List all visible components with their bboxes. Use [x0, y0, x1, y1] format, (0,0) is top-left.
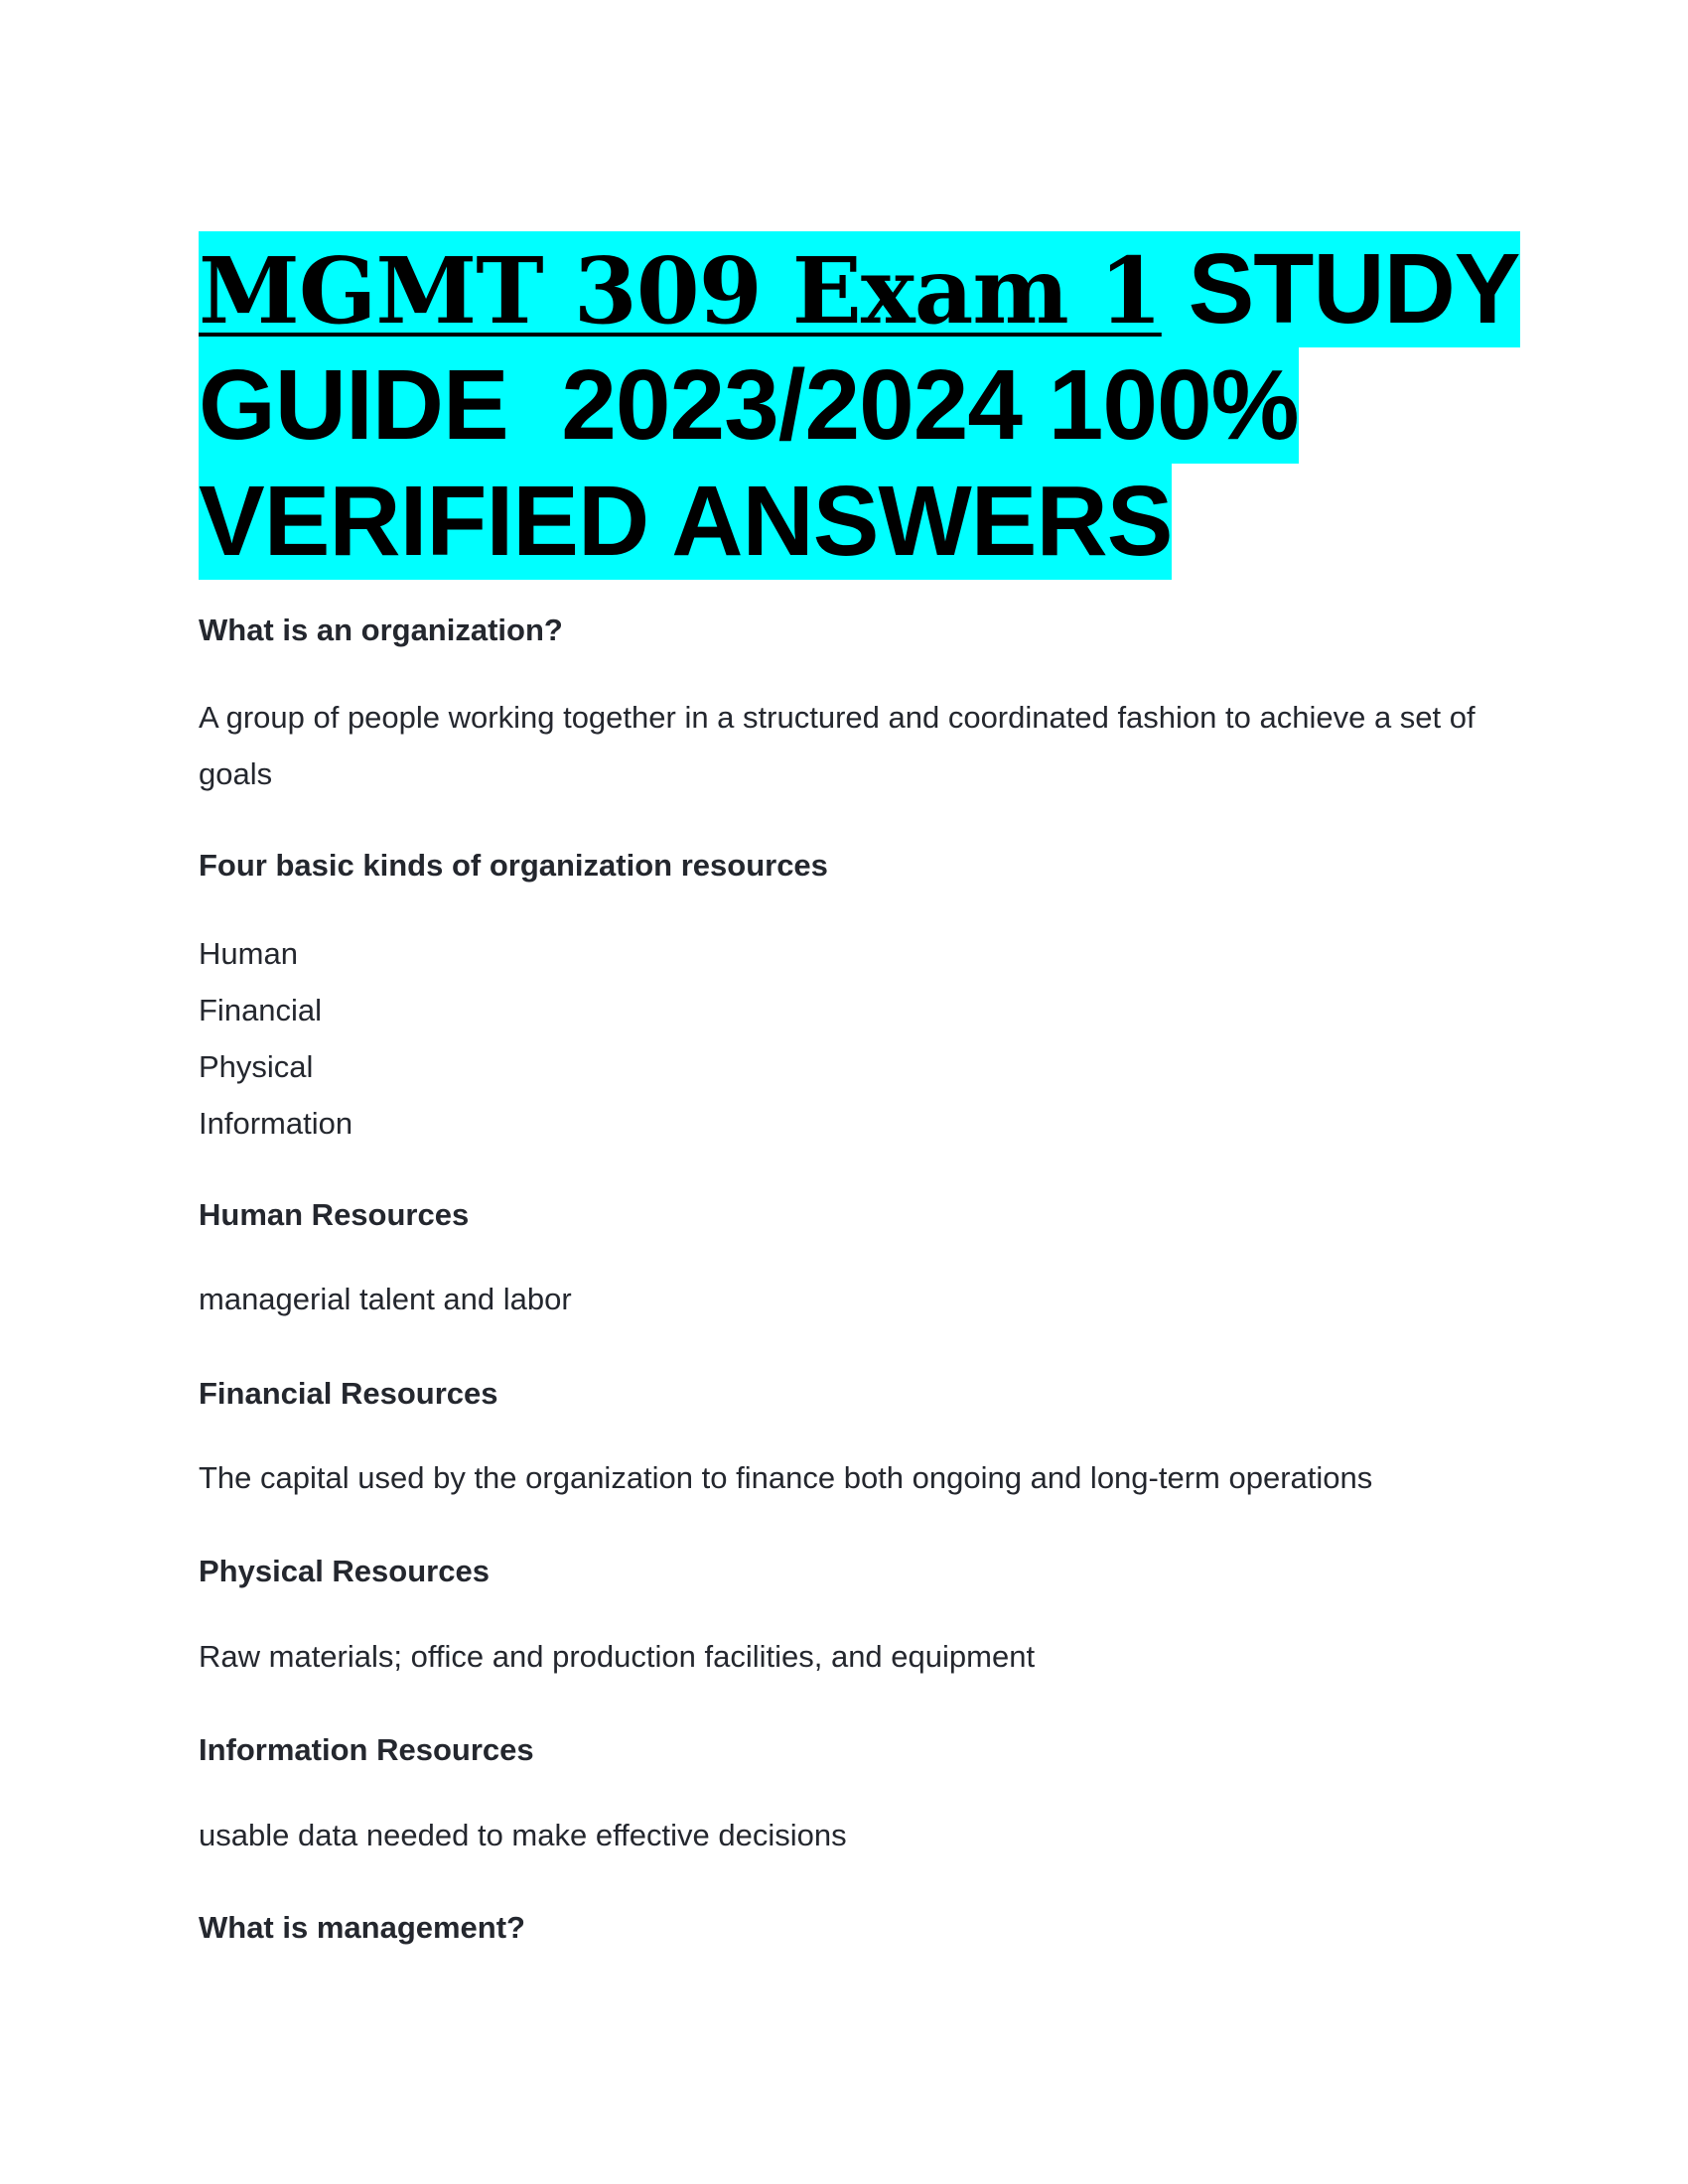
answer: managerial talent and labor [199, 1282, 572, 1316]
qa-human-resources [199, 1195, 1509, 1235]
title-study: STUDY [1188, 233, 1520, 344]
answer-organization [199, 689, 1509, 802]
question: Human Resources [199, 1197, 470, 1232]
qa-management [199, 1908, 1509, 1948]
course-title: MGMT 309 Exam 1 [199, 237, 1162, 344]
answer-physical-resources [199, 1628, 1509, 1685]
answer-financial-resources [199, 1449, 1509, 1506]
list-item: Financial [199, 993, 323, 1027]
answer: Raw materials; office and production facilities, and equipment [199, 1639, 1036, 1674]
title-guide-year: GUIDE 2023/2024 100% [199, 347, 1299, 464]
title-line-3 [199, 464, 1489, 580]
answer: The capital used by the organization to finance both ongoing and long-term operations [199, 1460, 1373, 1495]
list-item: Physical [199, 1049, 314, 1084]
title-line-1 [199, 231, 1520, 347]
qa-information-resources [199, 1730, 1509, 1770]
qa-resources [199, 846, 1509, 886]
answer: A group of people working together in a structured and coordinated fashion to achieve a set of goals [199, 700, 1476, 791]
title-verified: VERIFIED ANSWERS [199, 464, 1172, 580]
answer-human-resources [199, 1271, 1509, 1327]
question: What is an organization? [199, 613, 563, 647]
question: Physical Resources [199, 1554, 490, 1588]
title-highlight-1 [199, 231, 1520, 347]
document-title [199, 231, 1520, 580]
qa-physical-resources [199, 1552, 1509, 1591]
qa-financial-resources [199, 1374, 1509, 1414]
list-item: Information [199, 1106, 353, 1141]
answer: usable data needed to make effective decisions [199, 1818, 847, 1852]
list-item: Human [199, 936, 298, 971]
title-line-2 [199, 347, 1489, 464]
answer-information-resources [199, 1807, 1509, 1863]
answer-resources-list [199, 925, 1509, 1152]
qa-organization [199, 611, 1509, 650]
question: Four basic kinds of organization resources [199, 848, 828, 883]
question: Information Resources [199, 1732, 534, 1767]
question: What is management? [199, 1910, 525, 1945]
question: Financial Resources [199, 1376, 498, 1411]
